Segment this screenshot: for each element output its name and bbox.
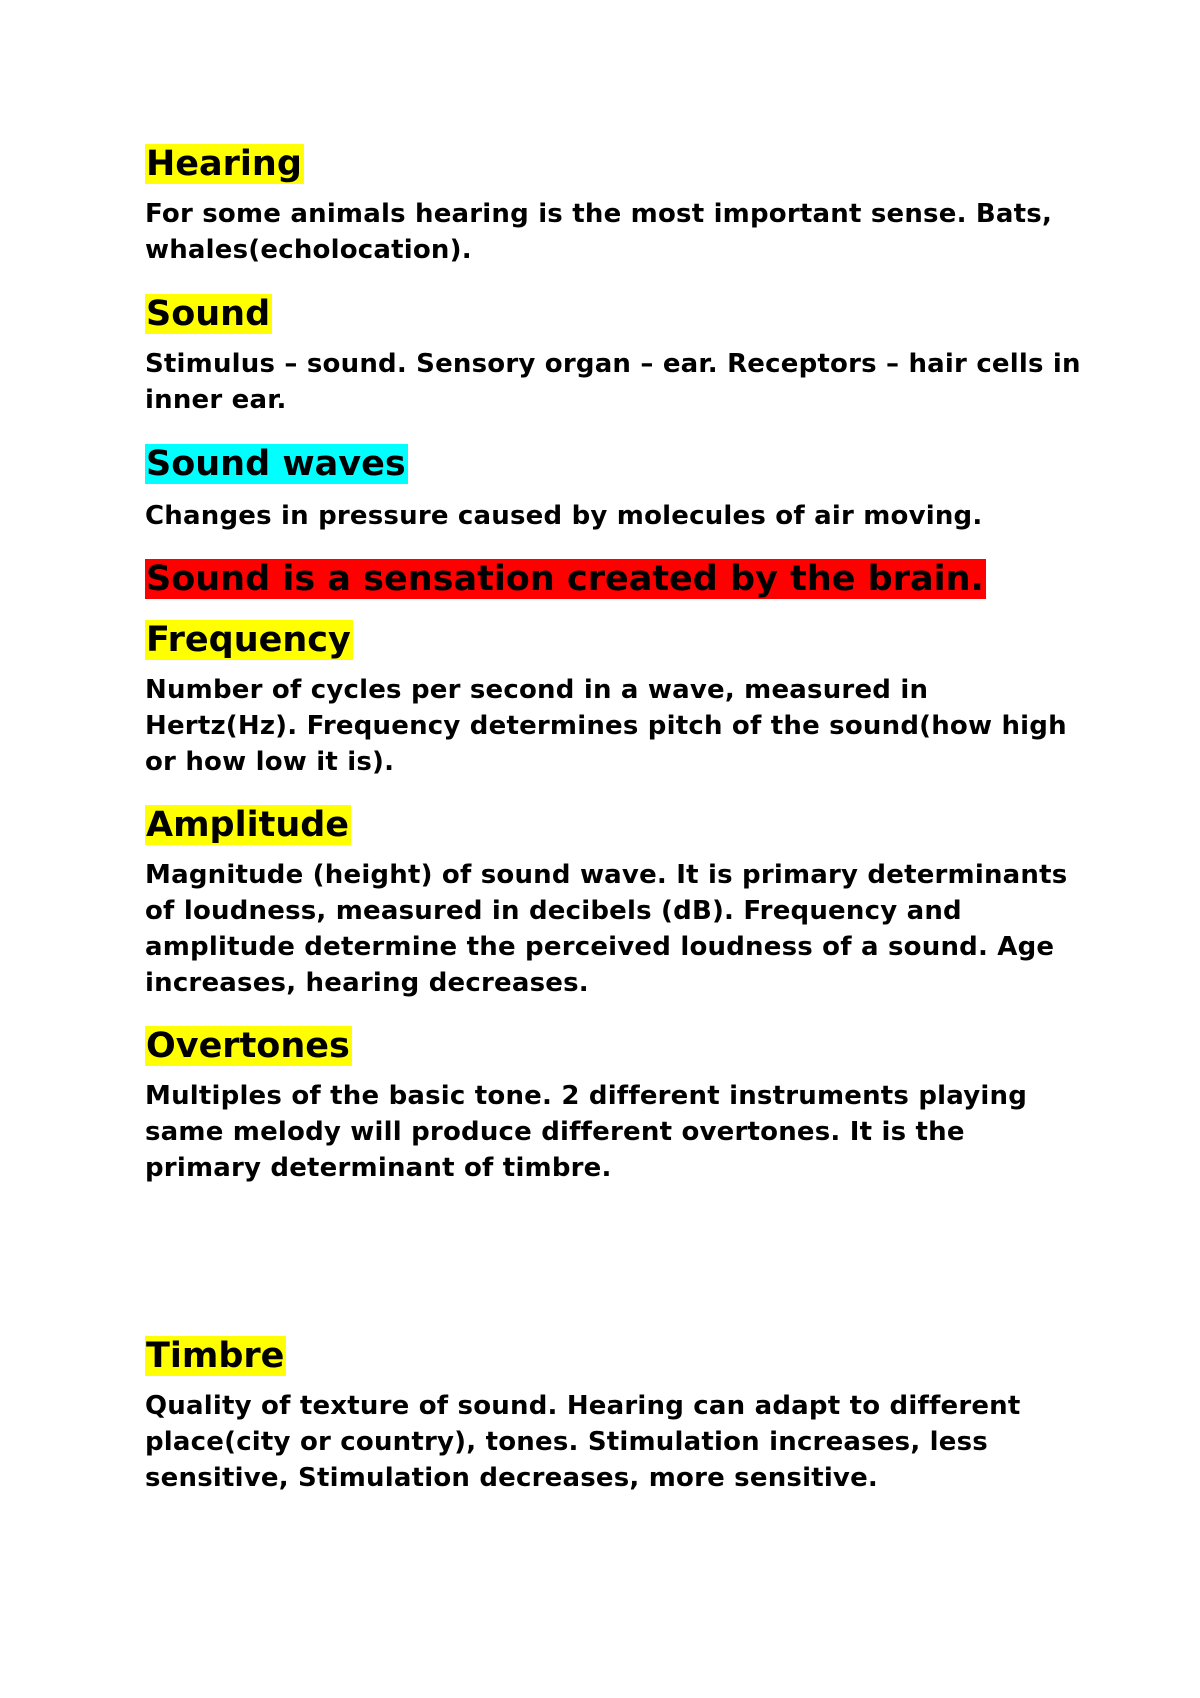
heading-sound-waves bbox=[145, 442, 1085, 486]
paragraph-overtones: Multiples of the basic tone. 2 different instruments playing same melody will produce different overtones. It is the primary determinant of timbre. bbox=[145, 1081, 1028, 1183]
heading-timbre-text: Timbre bbox=[146, 1336, 285, 1376]
heading-timbre bbox=[145, 1334, 1085, 1378]
section-sound bbox=[145, 292, 1085, 418]
paragraph-sound-waves: Changes in pressure caused by molecules of air moving. bbox=[145, 501, 983, 531]
heading-sensation-note bbox=[145, 557, 1085, 601]
heading-sound-waves-text: Sound waves bbox=[146, 444, 406, 484]
section-overtones bbox=[145, 1024, 1085, 1186]
heading-frequency bbox=[145, 618, 1085, 662]
heading-sound bbox=[145, 292, 1085, 336]
heading-amplitude-text: Amplitude bbox=[146, 805, 350, 845]
heading-sensation-note-text: Sound is a sensation created by the brain. bbox=[146, 559, 984, 599]
heading-sound-text: Sound bbox=[146, 294, 271, 334]
paragraph-hearing: For some animals hearing is the most important sense. Bats, whales(echolocation). bbox=[145, 199, 1053, 265]
section-sound-waves bbox=[145, 442, 1085, 534]
heading-hearing bbox=[145, 142, 1085, 186]
heading-amplitude bbox=[145, 803, 1085, 847]
heading-hearing-text: Hearing bbox=[146, 144, 302, 184]
paragraph-amplitude: Magnitude (height) of sound wave. It is primary determinants of loudness, measured in decibels (dB). Frequency and amplitude determine the perceived loudness of a sound. Age increases, hearing decreases. bbox=[145, 860, 1068, 998]
heading-frequency-text: Frequency bbox=[146, 620, 351, 660]
section-amplitude bbox=[145, 803, 1085, 1001]
heading-overtones bbox=[145, 1024, 1085, 1068]
section-hearing bbox=[145, 142, 1085, 268]
section-timbre bbox=[145, 1334, 1085, 1496]
section-frequency bbox=[145, 618, 1085, 780]
section-sensation-note bbox=[145, 557, 1085, 601]
heading-overtones-text: Overtones bbox=[146, 1026, 350, 1066]
paragraph-sound: Stimulus – sound. Sensory organ – ear. Receptors – hair cells in inner ear. bbox=[145, 349, 1081, 415]
paragraph-timbre: Quality of texture of sound. Hearing can adapt to different place(city or country), tones. Stimulation increases, less sensitive, Stimulation decreases, more sensitive. bbox=[145, 1391, 1021, 1493]
paragraph-frequency: Number of cycles per second in a wave, measured in Hertz(Hz). Frequency determines pitch of the sound(how high or how low it is). bbox=[145, 675, 1067, 777]
